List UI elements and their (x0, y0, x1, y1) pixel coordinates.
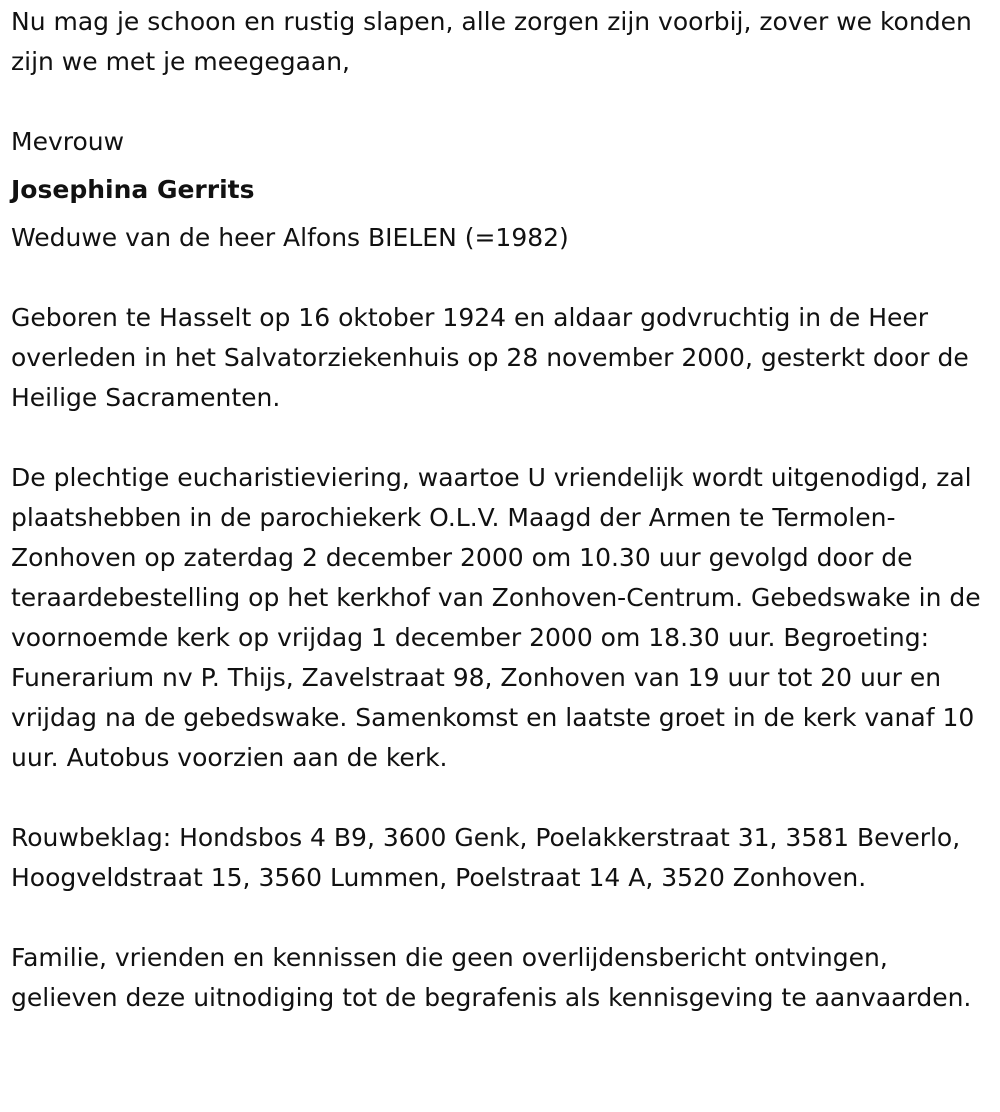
salutation: Mevrouw (11, 127, 125, 156)
closing-note: Familie, vrienden en kennissen die geen overlijdensbericht ontvingen, gelieven deze uitnodiging tot de begrafenis als kennisgeving te aanvaarden. (11, 943, 972, 1012)
widow-of-line: Weduwe van de heer Alfons BIELEN (=1982) (11, 223, 569, 252)
ceremony-paragraph: De plechtige eucharistieviering, waartoe U vriendelijk wordt uitgenodigd, zal plaatshebben in de parochiekerk O.L.V. Maagd der Armen te Termolen-Zonhoven op zaterdag 2 december 2000 om 10.30 uur gevolgd door de teraardebestelling op het kerkhof van Zonhoven-Centrum. Gebedswake in de voornoemde kerk op vrijdag 1 december 2000 om 18.30 uur. Begroeting: Funerarium nv P. Thijs, Zavelstraat 98, Zonhoven van 19 uur tot 20 uur en vrijdag na de gebedswake. Samenkomst en laatste groet in de kerk vanaf 10 uur. Autobus voorzien aan de kerk. (11, 463, 981, 772)
condolences-paragraph: Rouwbeklag: Hondsbos 4 B9, 3600 Genk, Poelakkerstraat 31, 3581 Beverlo, Hoogveldstraat 15, 3560 Lummen, Poelstraat 14 A, 3520 Zonhoven. (11, 823, 961, 892)
deceased-name: Josephina Gerrits (11, 175, 255, 204)
opening-verse: Nu mag je schoon en rustig slapen, alle zorgen zijn voorbij, zover we konden zijn we met je meegegaan, (11, 7, 972, 76)
birth-death-paragraph: Geboren te Hasselt op 16 oktober 1924 en aldaar godvruchtig in de Heer overleden in het Salvatorziekenhuis op 28 november 2000, gesterkt door de Heilige Sacramenten. (11, 303, 969, 412)
